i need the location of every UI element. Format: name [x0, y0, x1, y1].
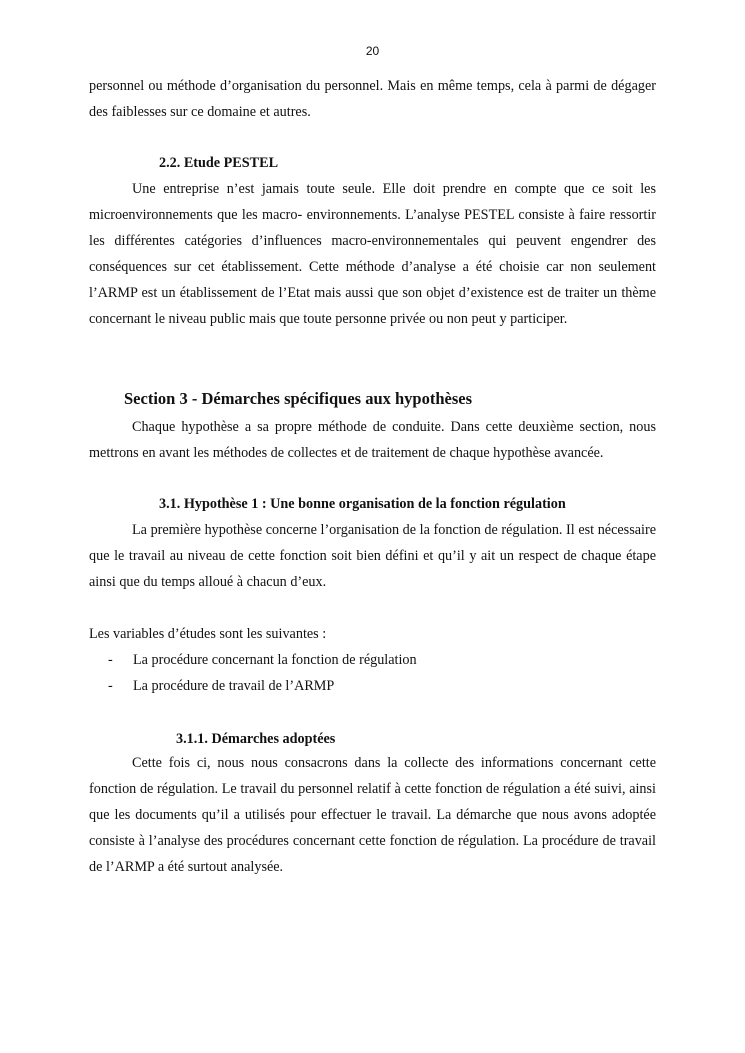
- list-item-text: La procédure de travail de l’ARMP: [133, 678, 335, 694]
- section3-paragraph: Chaque hypothèse a sa propre méthode de conduite. Dans cette deuxième section, nous mettrons en avant les méthodes de collectes et de traitement de chaque hypothèse avancée.: [89, 419, 656, 461]
- demarches-heading: 3.1.1. Démarches adoptées: [176, 731, 336, 747]
- section3-heading: Section 3 - Démarches spécifiques aux hypothèses: [124, 389, 473, 408]
- demarches-paragraph: Cette fois ci, nous nous consacrons dans la collecte des informations concernant cette fonction de régulation. Le travail du personnel relatif à cette fonction de régulation a été suivi, ainsi que les documents qu’il a utilisés pour effectuer le travail. La démarche que nous avons adoptée consiste à l’analyse des procédures concernant cette fonction de régulation. La procédure de travail de l’ARMP a été surtout analysée.: [89, 755, 656, 875]
- pestel-paragraph: Une entreprise n’est jamais toute seule. Elle doit prendre en compte que ce soit les microenvironnements que les macro- environnements. L’analyse PESTEL consiste à faire ressortir les différentes catégories d’influences macro-environnementales qui peuvent engendrer des conséquences sur cet établissement. Cette méthode d’analyse a été choisie car non seulement l’ARMP est un établissement de l’Etat mais aussi que son objet d’existence est de traiter un thème concernant le niveau public mais que toute personne privée ou non peut y participer.: [89, 181, 656, 327]
- list-item: [108, 647, 417, 673]
- pestel-heading: 2.2. Etude PESTEL: [159, 155, 279, 171]
- variables-list: [108, 647, 417, 699]
- dash-bullet: -: [108, 678, 113, 694]
- hypothesis1-heading: 3.1. Hypothèse 1 : Une bonne organisation de la fonction régulation: [159, 496, 566, 512]
- list-item: [108, 673, 417, 699]
- hypothesis1-paragraph: La première hypothèse concerne l’organisation de la fonction de régulation. Il est nécessaire que le travail au niveau de cette fonction soit bien défini et qu’il y ait un respect de chaque étape ainsi que du temps alloué à chacun d’eux.: [89, 522, 656, 590]
- intro-paragraph: personnel ou méthode d’organisation du personnel. Mais en même temps, cela à parmi de dégager des faiblesses sur ce domaine et autres.: [89, 78, 656, 120]
- list-item-text: La procédure concernant la fonction de régulation: [133, 652, 417, 668]
- dash-bullet: -: [108, 652, 113, 668]
- page-number: 20: [365, 44, 380, 58]
- variables-intro: Les variables d’études sont les suivantes :: [89, 626, 327, 642]
